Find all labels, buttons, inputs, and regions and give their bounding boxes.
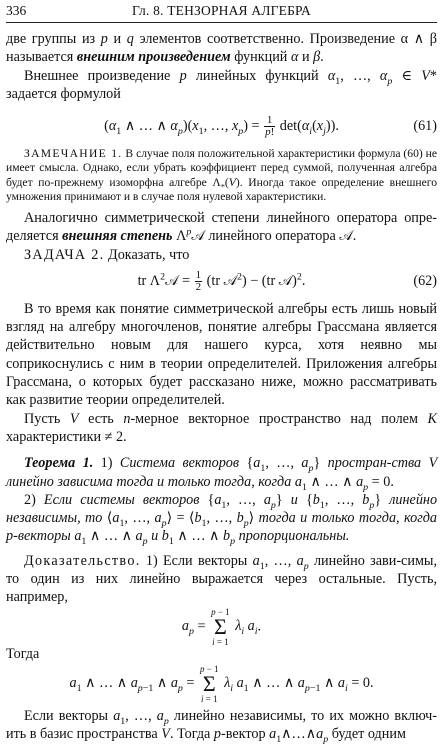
problem-2: ЗАДАЧА 2. Доказать, что xyxy=(24,246,190,263)
proof: Доказательство. 1) Если векторы $a_1$, …, $a_p$ линейно зави-симы, то один из них линейно выражается через остальные. Пусть, например, xyxy=(6,552,437,606)
page-number: 336 xyxy=(6,3,27,18)
paragraph-6: Если векторы $a_1$, …, $a_p$ линейно независимы, то их можно включ-ить в базис пространства V. Тогда p-вектор $a_1\wedge\dots\wedge a_p$ будет одним xyxy=(6,707,438,745)
paragraph-5: Пусть V есть n-мерное векторное пространство над полем K характеристики ≠ 2. xyxy=(6,410,438,445)
theorem-1-part-2: 2) Если системы векторов {$a_1$, …, $a_p$} и {$b_1$, …, $b_p$} линейно независимы, то $⟨a_1$, …, $a_p⟩$ = $⟨b_1$, …, $b_p⟩$ тогда и только тогда, когда p-векторы $a_1$ ∧ … ∧ $a_p$ и $b_1$ ∧ … ∧ $b_p$ пропорциональны. xyxy=(6,491,438,548)
theorem-1: Теорема 1. 1) Система векторов {$a_1$, …, $a_p$} простран-ства V линейно зависима тогда и только тогда, когда $a_1$ ∧ … ∧ $a_p = 0$. xyxy=(6,455,437,493)
paragraph-1: две группы из p и q элементов соответственно. Произведение α ∧ β называется внешним произведением функций α и β. xyxy=(6,31,437,66)
then-word: Тогда xyxy=(6,645,40,662)
running-title: Гл. 8. ТЕНЗОРНАЯ АЛГЕБРА xyxy=(132,3,311,18)
remark-label: ЗАМЕЧАНИЕ 1. xyxy=(24,147,123,161)
remark-1: ЗАМЕЧАНИЕ 1. В случае поля положительной характеристики формула (60) не имеет смысла. Однако, если убрать коэффициент перед суммой, полученная алгебра будет по-прежнему изоморфна алгебре $\Lambda_*(V)$. Иногда такое определение внешнего умножения принимают и в случае поля нулевой характеристики. xyxy=(6,147,438,203)
problem-label: ЗАДАЧА 2. xyxy=(24,246,105,263)
running-header xyxy=(6,0,437,23)
term-exterior-power: внешняя степень xyxy=(62,228,173,245)
paragraph-4: В то время как понятие симметрической алгебры есть лишь новый взгляд на алгебру многочленов, понятие алгебры Грассмана является действительно новым для нашего курса, хотя неявно мы соприкоснулись с ним в теории определителей. Приложения алгебры Грассмана, о которых будет рассказано ниже, можно рассматривать как развитие теории определителей. xyxy=(6,300,437,409)
formula-62: tr $\Lambda^2𝒜$ = $\frac{1}{2}$ (tr 𝒜$^2$) − (tr 𝒜)$^2$. (62) xyxy=(6,264,437,298)
formula-61: ($\alpha_1$ ∧ … ∧ $\alpha_p)(x_1$, …, $x_p$) = $\frac{1}{p!}$ $\det(\alpha_i(x_j))$. (61) xyxy=(6,109,437,143)
formula-ap-sum: $a_p$ = p − 1 Σ i = 1 $\lambda_i$ $a_i$. xyxy=(181,606,262,647)
page xyxy=(6,0,437,744)
theorem-label: Теорема 1. xyxy=(24,455,94,472)
paragraph-2: Внешнее произведение p линейных функций $\alpha_1$, …, $\alpha_p$ ∈ V* задается формулой xyxy=(6,67,437,102)
formula-wedge-zero: $a_1$ ∧ … ∧ $a_{p-1}$ ∧ $a_p$ = p − 1 Σ i = 1 $\lambda_i$ $a_1$ ∧ … ∧ $a_{p-1}$ ∧ $a_i = 0$. xyxy=(69,663,374,704)
paragraph-3: Аналогично симметрической степени линейного оператора опре-деляется внешняя степень $\Lambda^p𝒜$ линейного оператора 𝒜. xyxy=(6,210,437,245)
equation-number-61: (61) xyxy=(413,118,437,135)
proof-label: Доказательство. xyxy=(24,552,141,569)
equation-number-62: (62) xyxy=(413,272,437,289)
term-exterior-product: внешним произведением xyxy=(76,49,231,66)
